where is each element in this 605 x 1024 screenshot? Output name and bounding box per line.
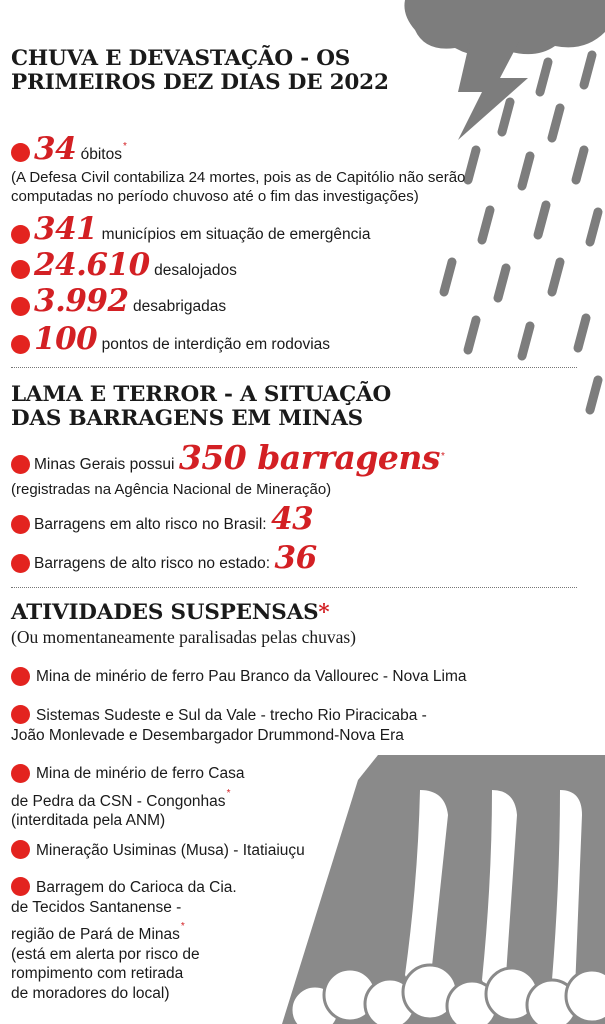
list-item-line: Mina de minério de ferro Casa — [36, 765, 245, 782]
list-item-line: João Monlevade e Desembargador Drummond-Nova Era — [11, 726, 404, 744]
stat-label: óbitos — [80, 146, 122, 163]
bullet-icon — [11, 335, 30, 354]
section3-title — [11, 601, 329, 625]
stat-value: 24.610 — [34, 247, 150, 283]
stat-road-closures — [34, 321, 330, 357]
footnote-mark: * — [318, 600, 330, 625]
deaths-note — [11, 168, 465, 206]
section1-title-line2: PRIMEIROS DEZ DIAS DE 2022 — [11, 70, 389, 95]
list-item — [11, 841, 305, 861]
section2-title — [11, 383, 391, 431]
list-item — [11, 667, 466, 687]
list-item-line: Mineração Usiminas (Musa) - Itatiaiuçu — [36, 842, 305, 859]
dams-state-label: Barragens de alto risco no estado: — [34, 555, 271, 572]
list-item — [11, 764, 245, 831]
section3-subtitle: (Ou momentaneamente paralisadas pelas chuvas) — [11, 627, 357, 647]
dams-brazil-label: Barragens em alto risco no Brasil: — [34, 516, 267, 533]
dams-brazil-value: 43 — [271, 501, 314, 537]
list-item — [11, 878, 237, 1003]
section-divider — [11, 587, 577, 588]
stat-value: 3.992 — [34, 283, 129, 319]
dams-total — [34, 438, 445, 477]
stat-deaths — [34, 131, 127, 167]
list-item-line: de moradores do local) — [11, 984, 170, 1002]
section1-title-line1: CHUVA E DEVASTAÇÃO - OS — [11, 46, 351, 71]
dams-high-risk-state — [34, 540, 317, 576]
stat-homeless — [34, 283, 226, 319]
section2-title-line1: LAMA E TERROR - A SITUAÇÃO — [11, 382, 392, 407]
list-item-line: Mina de minério de ferro Pau Branco da Vallourec - Nova Lima — [36, 668, 467, 685]
stat-label: desalojados — [154, 262, 237, 279]
dams-total-label: Minas Gerais possui — [34, 456, 175, 473]
stat-label: desabrigadas — [133, 298, 227, 315]
bullet-icon — [11, 143, 30, 162]
list-item-line: (está em alerta por risco de — [11, 945, 200, 963]
bullet-icon — [11, 515, 30, 534]
footnote-mark: * — [226, 787, 231, 799]
section3-title-text: ATIVIDADES SUSPENSAS — [11, 600, 319, 625]
dams-total-note: (registradas na Agência Nacional de Mineração) — [11, 481, 332, 498]
list-item-line: de Pedra da CSN - Congonhas — [11, 792, 226, 810]
list-item-line: de Tecidos Santanense - — [11, 898, 182, 916]
list-item-line: região de Pará de Minas — [11, 926, 180, 943]
stat-label: pontos de interdição em rodovias — [101, 336, 331, 353]
list-item-line: Barragem do Carioca da Cia. — [36, 879, 237, 896]
deaths-note-line2: computadas no período chuvoso até o fim das investigações) — [11, 188, 419, 205]
stat-displaced — [34, 247, 237, 283]
stat-value: 100 — [34, 321, 98, 357]
bullet-icon — [11, 260, 30, 279]
footnote-mark: * — [441, 451, 445, 462]
dams-high-risk-brazil — [34, 501, 313, 537]
list-item-line: (interditada pela ANM) — [11, 812, 166, 829]
section1-title — [11, 47, 389, 95]
footnote-mark: * — [122, 141, 127, 152]
stat-municipalities — [34, 211, 370, 247]
stat-value: 341 — [34, 211, 98, 247]
stat-value: 34 — [34, 131, 77, 167]
section-divider — [11, 367, 577, 368]
stat-label: municípios em situação de emergência — [101, 226, 371, 243]
footnote-mark: * — [180, 921, 185, 932]
list-item — [11, 706, 427, 745]
list-item-line: rompimento com retirada — [11, 965, 184, 982]
bullet-icon — [11, 297, 30, 316]
bullet-icon — [11, 225, 30, 244]
bullet-icon — [11, 554, 30, 573]
section2-title-line2: DAS BARRAGENS EM MINAS — [11, 406, 364, 431]
bullet-icon — [11, 455, 30, 474]
deaths-note-line1: (A Defesa Civil contabiliza 24 mortes, pois as de Capitólio não serão — [11, 169, 466, 186]
dams-state-value: 36 — [274, 540, 317, 576]
dams-total-value: 350 barragens — [178, 438, 441, 477]
list-item-line: Sistemas Sudeste e Sul da Vale - trecho Rio Piracicaba - — [36, 707, 427, 724]
